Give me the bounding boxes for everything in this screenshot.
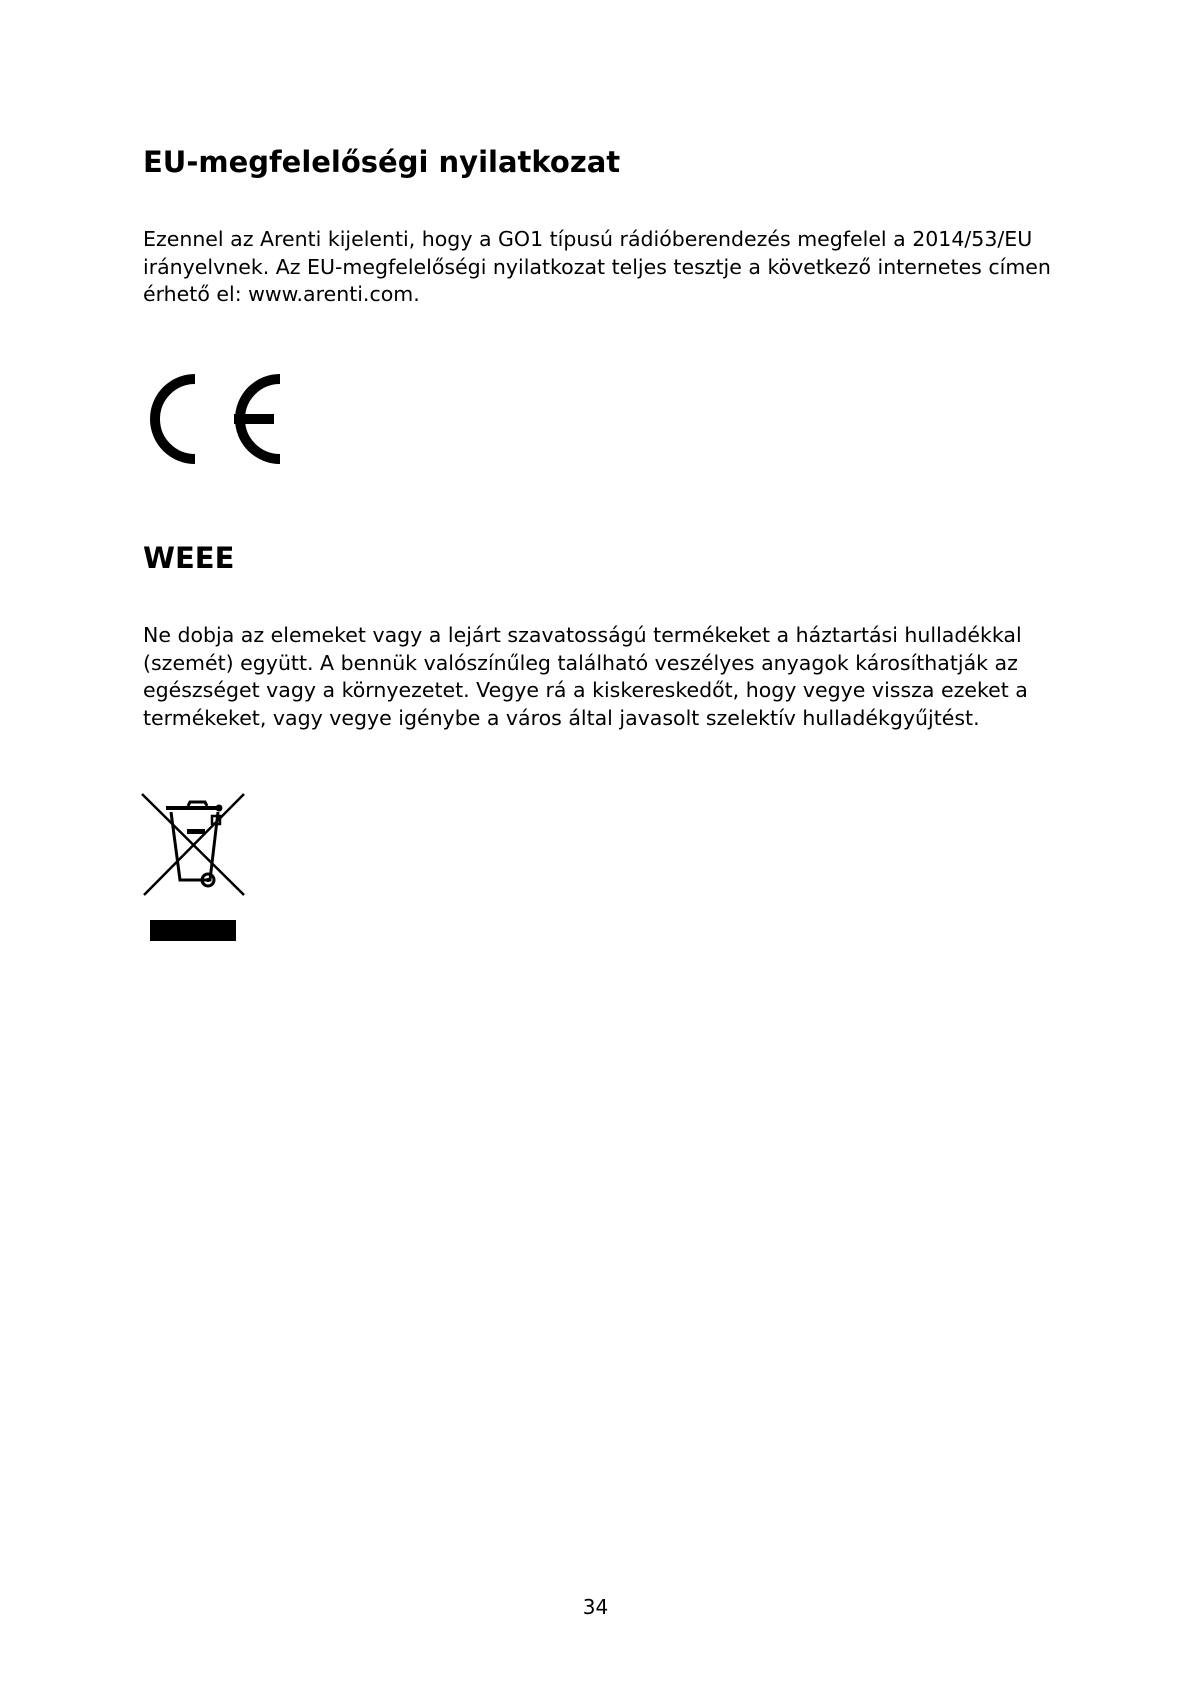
- paragraph-line: Ne dobja az elemeket vagy a lejárt szavatosságú termékeket a háztartási hulladékkal: [143, 623, 1022, 647]
- paragraph-line: érhető el: www.arenti.com.: [143, 282, 420, 306]
- paragraph-line: Ezennel az Arenti kijelenti, hogy a GO1 típusú rádióberendezés megfelel a 2014/53/EU: [143, 227, 1033, 251]
- eu-declaration-paragraph: [143, 226, 1051, 309]
- weee-paragraph: [143, 622, 1043, 732]
- page-number: 34: [582, 1595, 609, 1619]
- crossed-out-wheelie-bin-icon: [140, 792, 250, 942]
- weee-heading: WEEE: [143, 541, 235, 575]
- paragraph-line: irányelvnek. Az EU-megfelelőségi nyilatkozat teljes tesztje a következő internetes címen: [143, 254, 1051, 279]
- ce-mark-icon: [140, 368, 282, 470]
- paragraph-line: (szemét) együtt. A bennük valószínűleg található veszélyes anyagok károsíthatják az: [143, 650, 1018, 675]
- paragraph-line: egészséget vagy a környezetet. Vegye rá a kiskereskedőt, hogy vegye vissza ezeket a: [143, 678, 1028, 702]
- paragraph-line: termékeket, vagy vegye igénybe a város által javasolt szelektív hulladékgyűjtést.: [143, 705, 980, 730]
- eu-declaration-heading: EU-megfelelőségi nyilatkozat: [143, 145, 621, 179]
